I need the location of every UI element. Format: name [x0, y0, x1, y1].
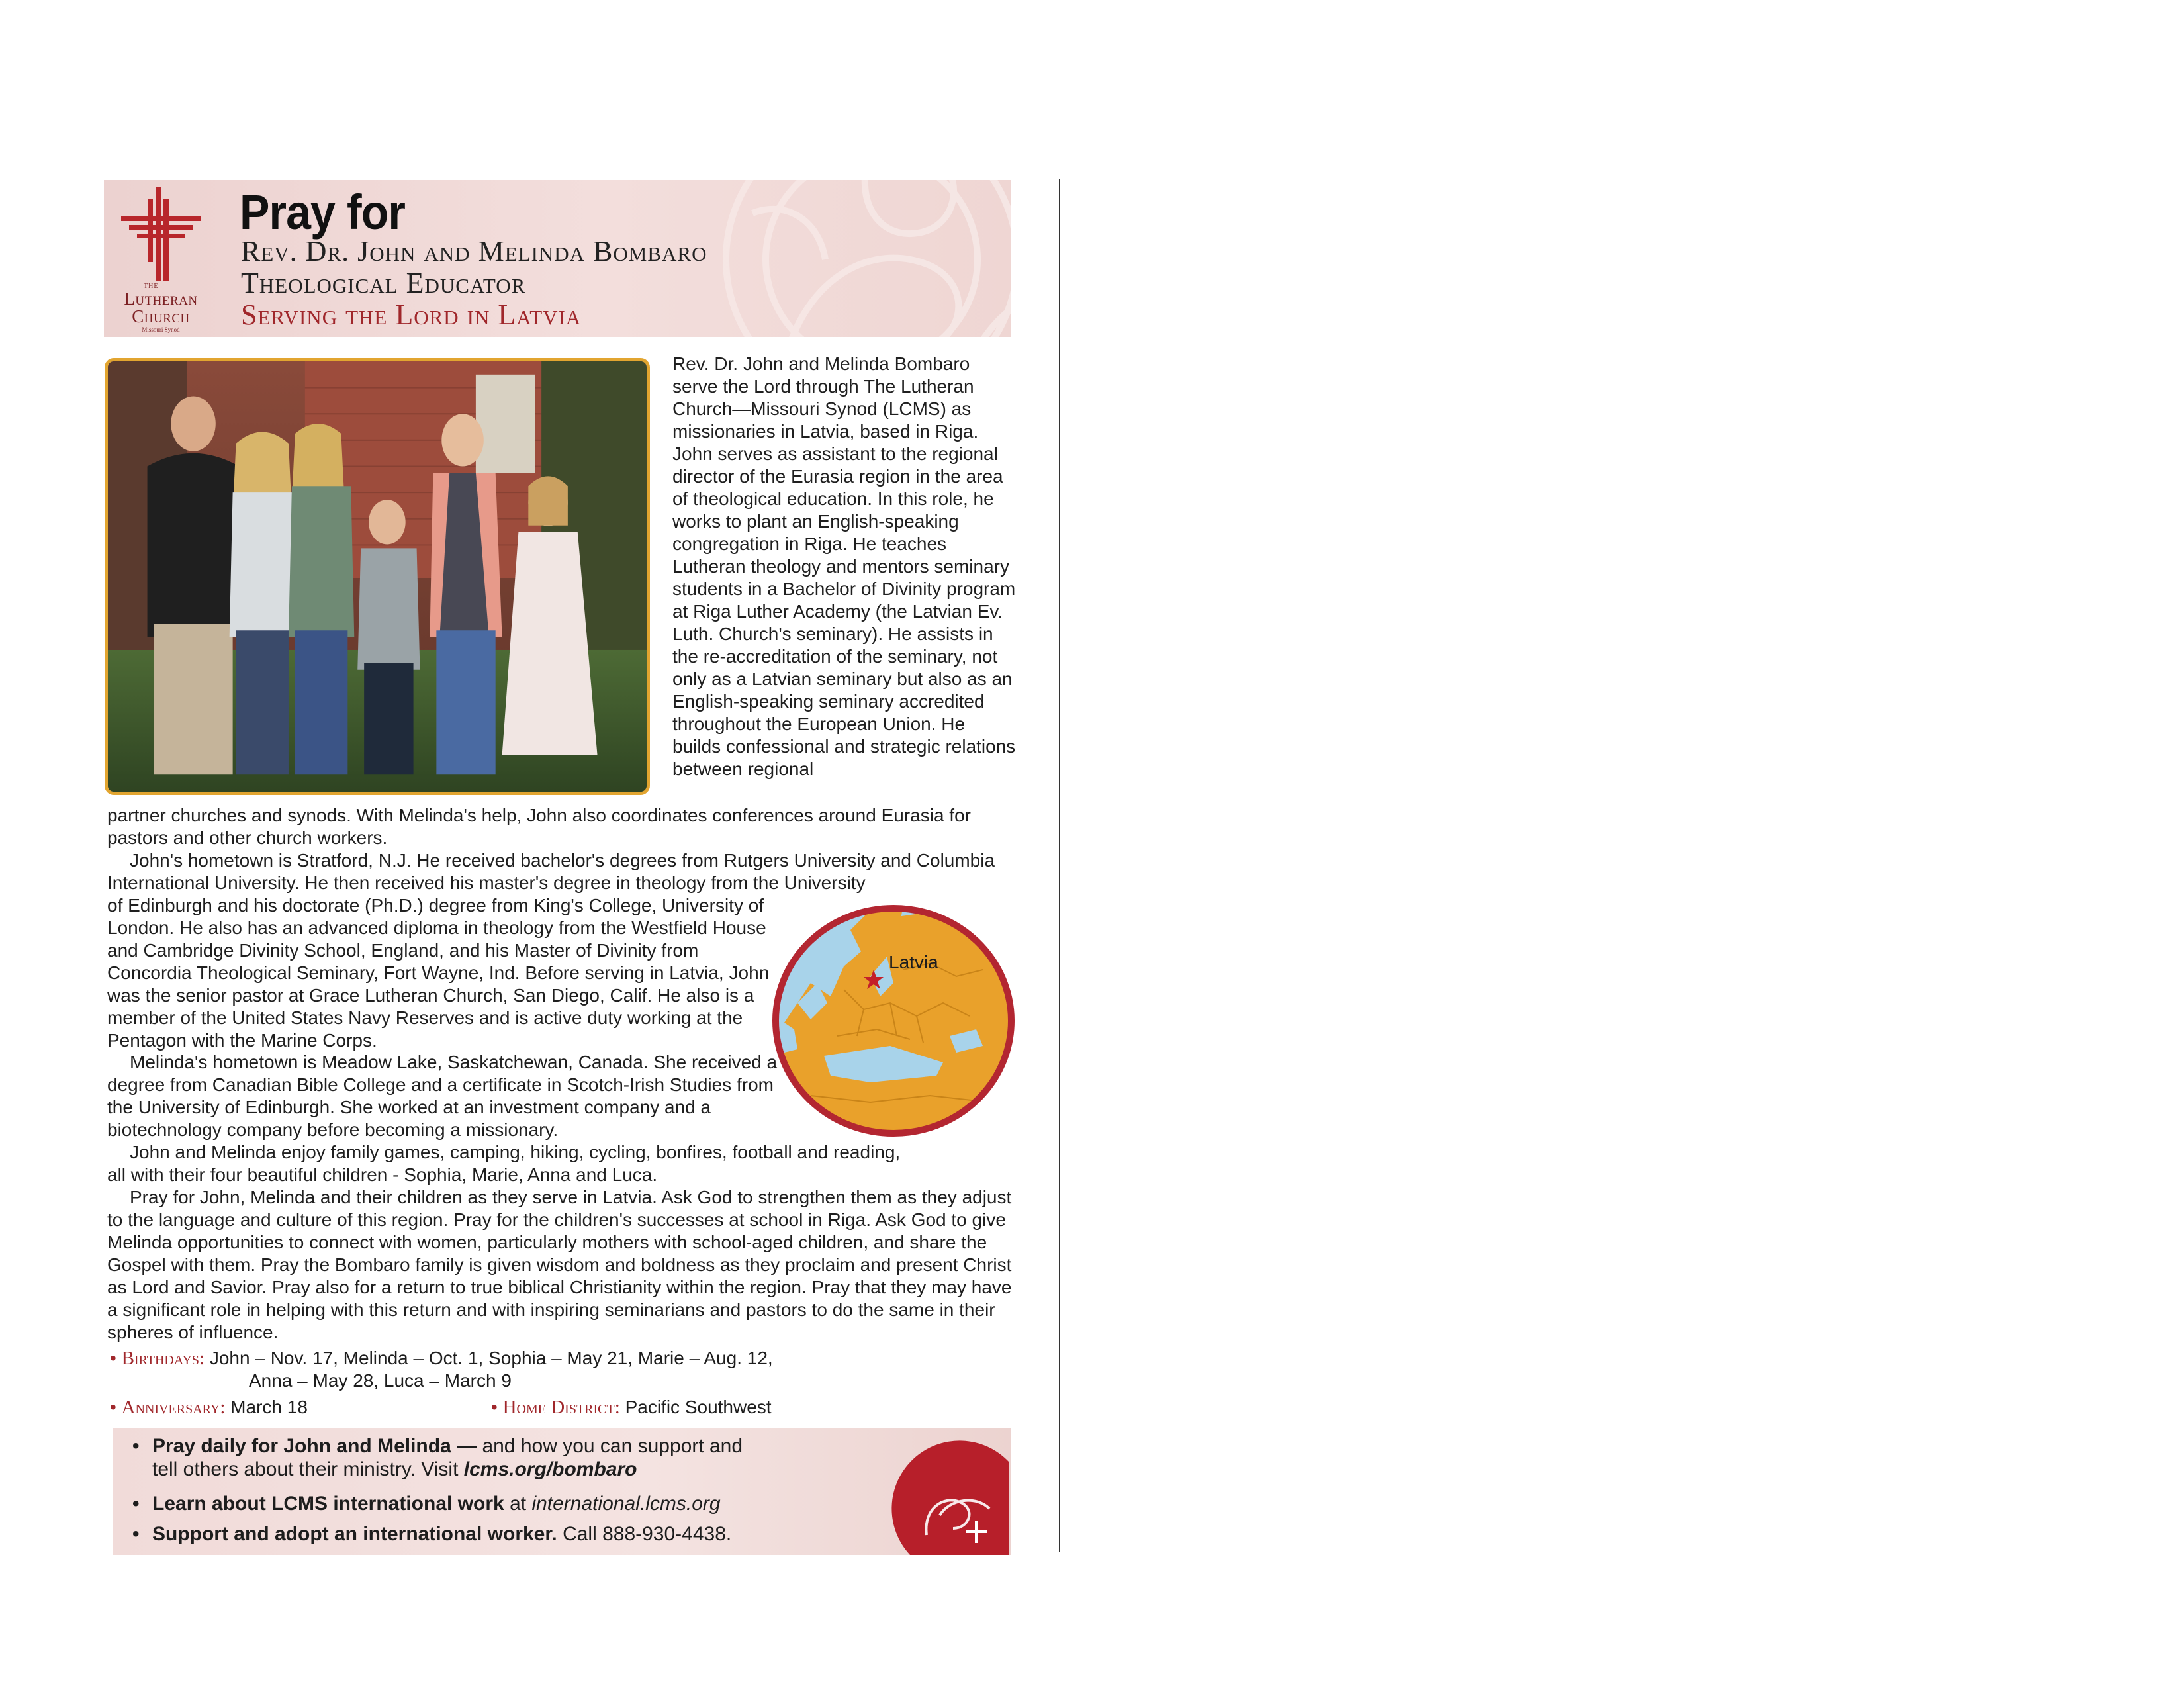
cta-pray-daily-bold: Pray daily for John and Melinda — [152, 1435, 477, 1457]
logo-the: THE [144, 283, 159, 290]
home-district-row [491, 1396, 772, 1419]
cta-support-worker [132, 1523, 732, 1546]
birthdays-label: Birthdays: [121, 1348, 205, 1369]
logo-line-church: Church [132, 306, 190, 326]
map-label-latvia: Latvia [889, 952, 938, 972]
bullet: • [491, 1397, 498, 1417]
cta-support-phone[interactable]: Call 888-930-4438. [563, 1523, 732, 1545]
missionary-role: Theological Educator [241, 267, 526, 299]
bullet: • [132, 1435, 140, 1457]
birthdays-value: John – Nov. 17, Melinda – Oct. 1, Sophia – May 21, Marie – Aug. 12, [209, 1348, 773, 1368]
john-bio-paragraph-continued: of Edinburgh and his doctorate (Ph.D.) degree from King's College, University of London. He also has an advanced diploma in theology from the Westfield House and Cambridge Divinity School, England, and his Master of Divinity from Concordia Theological Seminary, Fort Wayne, Ind. Before serving in Latvia, John was the senior pastor at Grace Lutheran Church, San Diego, Calif. He also is a member of the United States Navy Reserves and is active duty working at the Pentagon with the Marine Corps. [107, 895, 770, 1051]
intro-paragraph-continued: partner churches and synods. With Melinda's help, John also coordinates conferences around Eurasia for pastors and other church workers. [107, 805, 971, 848]
melinda-bio-text: Melinda's hometown is Meadow Lake, Saskatchewan, Canada. She received a degree from Canadian Bible College and a certificate in Scotch-Irish Studies from the University of Edinburgh. She worked at an investment company and a biotechnology company before becoming a missionary. [107, 1052, 778, 1140]
cta-pray-daily [132, 1434, 748, 1481]
john-bio-text: John's hometown is Stratford, N.J. He received bachelor's degrees from Rutgers University and Columbia International University. He then received his master's degree in theology from the University [107, 850, 995, 893]
header-banner [104, 180, 1011, 337]
home-district-label: Home District: [502, 1397, 620, 1418]
logo-line-synod: Missouri Synod [142, 326, 180, 333]
bullet: • [132, 1493, 140, 1515]
prayer-text: Pray for John, Melinda and their children as they serve in Latvia. Ask God to strengthen them as they adjust to the language and culture of this region. Pray for the children's successes at school in Riga. Ask God to give Melinda opportunities to connect with women, particularly mothers with school-aged children, and share the Gospel with them. Pray the Bombaro family is given wisdom and boldness as they proclaim and present Christ as Lord and Savior. Pray also for a return to true biblical Christianity within the region. Pray that they may have a significant role in helping with this return and with inspiring seminarians and pastors to do the same in their spheres of influence. [107, 1187, 1012, 1342]
call-to-action-box [113, 1428, 1011, 1555]
bullet: • [132, 1523, 140, 1545]
cta-pray-daily-text: and how you can support and tell others about their ministry. Visit [152, 1435, 743, 1480]
mission-location: Serving the Lord in Latvia [241, 299, 582, 331]
family-paragraph [107, 1141, 901, 1186]
family-photo [105, 358, 650, 795]
john-bio-paragraph [107, 849, 1014, 894]
prayer-paragraph [107, 1186, 1014, 1344]
international-link[interactable]: international.lcms.org [531, 1493, 721, 1515]
anniversary-value: March 18 [230, 1397, 308, 1417]
logo-wordmark [109, 283, 212, 333]
home-district-value: Pacific Southwest [625, 1397, 772, 1417]
birthdays-row-continued: Anna – May 28, Luca – March 9 [249, 1370, 512, 1391]
page-title: Pray for [240, 185, 405, 240]
intro-paragraph: Rev. Dr. John and Melinda Bombaro serve the Lord through The Lutheran Church—Missouri Synod (LCMS) as missionaries in Latvia, based in Riga. John serves as assistant to the regional director of the Eurasia region in the area of theological education. In this role, he works to plant an English-speaking congregation in Riga. He teaches Lutheran theology and mentors seminary students in a Bachelor of Divinity program at Riga Luther Academy (the Latvian Ev. Luth. Church's seminary). He assists in the re-accreditation of the seminary, not only as a Latvian seminary but also as an English-speaking seminary accredited throughout the European Union. He builds confessional and strategic relations between regional [672, 353, 1016, 779]
cross-logo-icon [121, 187, 201, 281]
anniversary-label: Anniversary: [121, 1397, 226, 1418]
anniversary-row [110, 1396, 308, 1419]
missionary-names: Rev. Dr. John and Melinda Bombaro [241, 235, 707, 267]
family-text: John and Melinda enjoy family games, camping, hiking, cycling, bonfires, football and reading, all with their four beautiful children - Sophia, Marie, Anna and Luca. [107, 1142, 901, 1185]
cta-learn-international [132, 1492, 721, 1515]
europe-map-latvia [771, 904, 1016, 1139]
logo-line-lutheran: Lutheran [124, 289, 198, 308]
cta-learn-bold: Learn about LCMS international work [152, 1493, 504, 1515]
bullet: • [110, 1348, 116, 1368]
witness-always-badge-icon [890, 1436, 1009, 1555]
page-divider [1059, 179, 1060, 1552]
cta-learn-at: at [510, 1493, 527, 1515]
bullet: • [110, 1397, 116, 1417]
bombaro-link[interactable]: lcms.org/bombaro [463, 1458, 637, 1480]
birthdays-row [110, 1347, 773, 1370]
cta-support-bold: Support and adopt an international worker. [152, 1523, 557, 1545]
melinda-bio-paragraph [107, 1051, 782, 1141]
lcms-logo [109, 187, 202, 332]
